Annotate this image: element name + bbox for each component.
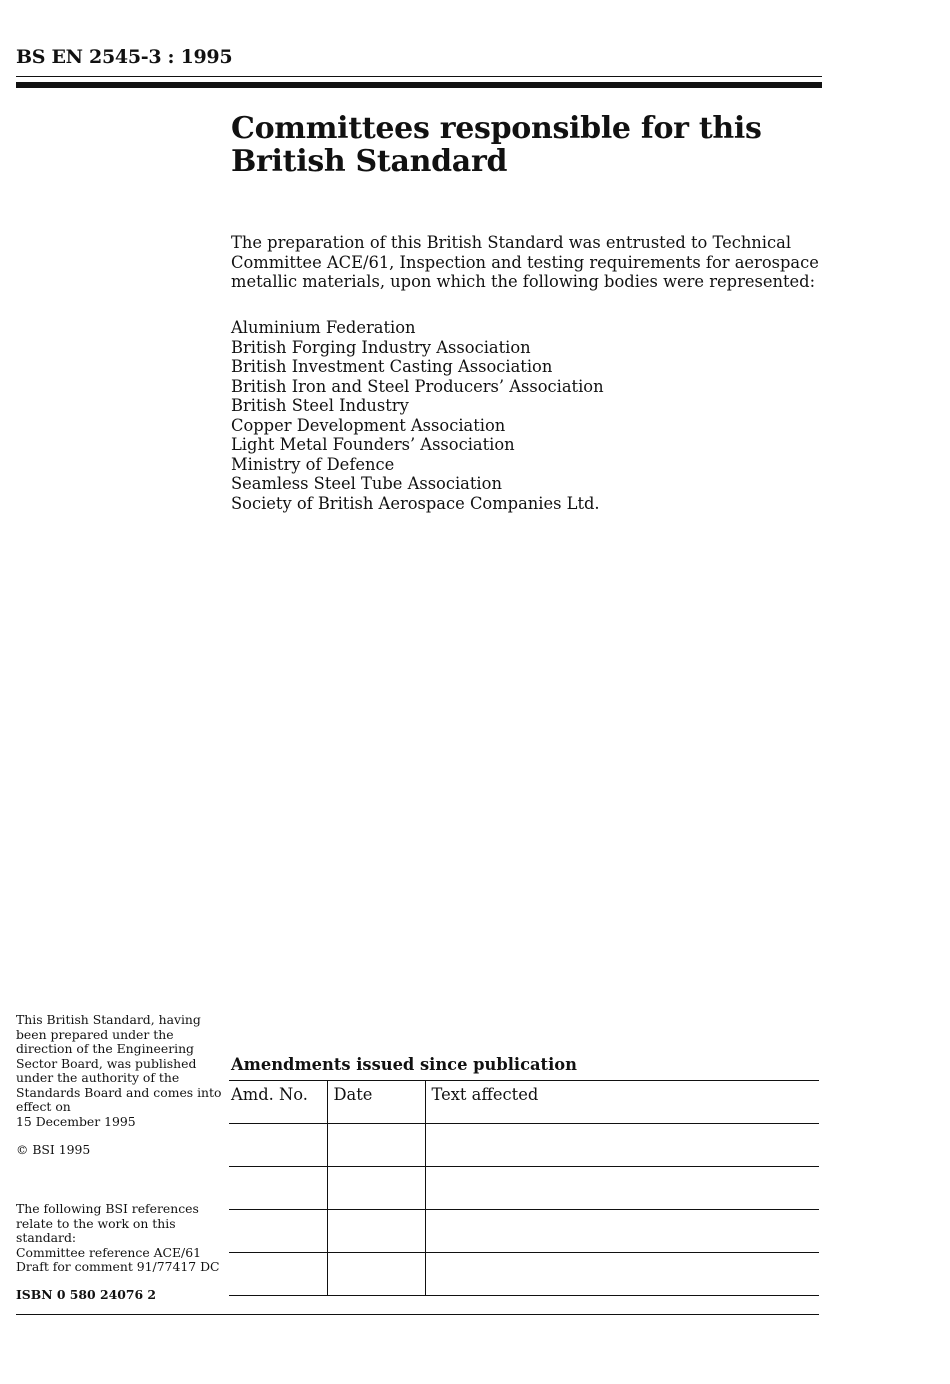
list-item: Light Metal Founders’ Association — [231, 435, 515, 454]
isbn: ISBN 0 580 24076 2 — [16, 1287, 157, 1302]
header-rule-thick — [16, 82, 822, 88]
page-title — [231, 112, 831, 178]
list-item: Aluminium Federation — [231, 318, 416, 337]
title-line-1: Committees responsible for this — [231, 111, 762, 146]
list-item: Society of British Aerospace Companies Ltd. — [231, 493, 600, 513]
list-item: British Iron and Steel Producers’ Association — [231, 376, 604, 396]
represented-bodies-list — [231, 318, 831, 513]
table-row — [229, 1210, 819, 1253]
list-item: Ministry of Defence — [231, 454, 395, 474]
column-header-date: Date — [327, 1081, 425, 1124]
amendments-table — [229, 1080, 819, 1296]
effective-date: 15 December 1995 — [16, 1113, 136, 1129]
list-item: Seamless Steel Tube Association — [231, 474, 502, 493]
committee-reference: Committee reference ACE/61 — [16, 1244, 202, 1260]
list-item: British Investment Casting Association — [231, 357, 553, 376]
draft-reference: Draft for comment 91/77417 DC — [16, 1259, 220, 1274]
table-row — [229, 1253, 819, 1296]
list-item: British Steel Industry — [231, 396, 409, 415]
bsi-references — [16, 1202, 226, 1275]
table-row — [229, 1124, 819, 1167]
table-header-row — [229, 1081, 819, 1124]
table-row — [229, 1167, 819, 1210]
column-header-amd-no: Amd. No. — [229, 1081, 327, 1124]
header-rule-thin — [16, 76, 822, 77]
intro-paragraph: The preparation of this British Standard was entrusted to Technical Committee ACE/61, Inspection and testing requirements for aerospace metallic materials, upon which the following bodies were represented: — [231, 233, 819, 291]
column-header-text-affected: Text affected — [425, 1081, 819, 1124]
publication-note — [16, 1013, 226, 1129]
title-line-2: British Standard — [231, 144, 508, 179]
list-item: British Forging Industry Association — [231, 337, 531, 357]
references-intro: The following BSI references relate to the work on this standard: — [16, 1201, 199, 1245]
list-item: Copper Development Association — [231, 415, 506, 435]
copyright-notice: © BSI 1995 — [16, 1142, 91, 1157]
document-id: BS EN 2545-3 : 1995 — [16, 46, 233, 68]
publication-note-text: This British Standard, having been prepared under the direction of the Engineering Sector Board, was published under the authority of the Standards Board and comes into effect on — [16, 1012, 222, 1114]
footer-rule — [16, 1314, 819, 1315]
amendments-heading: Amendments issued since publication — [231, 1055, 577, 1074]
